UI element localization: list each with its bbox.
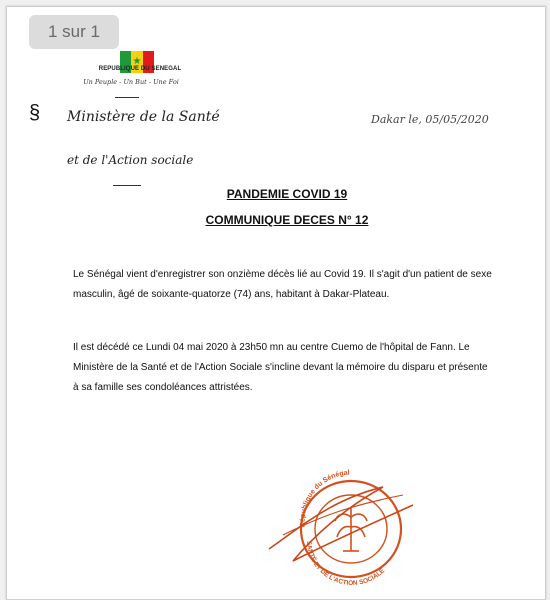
signature-scribble	[269, 487, 413, 561]
stamp-text-bottom: SANTÉ ET DE L'ACTION SOCIALE	[304, 540, 387, 585]
stamp-text-top: République du Sénégal	[299, 469, 350, 528]
stamp-emblem-icon	[335, 507, 367, 551]
page-indicator: 1 sur 1	[29, 15, 119, 49]
document-subtitle: COMMUNIQUE DECES N° 12	[205, 213, 369, 227]
ministry-name-line1: Ministère de la Santé	[67, 109, 220, 125]
body-paragraph-1: Le Sénégal vient d'enregistrer son onzième décès lié au Covid 19. Il s'agit d'un patient de sexe masculin, âgé de soixante-quatorze (74) ans, habitant à Dakar-Plateau.	[73, 269, 492, 300]
document-title: PANDEMIE COVID 19	[226, 187, 348, 201]
header-divider-bottom	[113, 185, 141, 186]
national-motto: Un Peuple - Un But - Une Foi	[83, 78, 179, 86]
flag-star-icon: ★	[132, 56, 142, 67]
document-date: Dakar le, 05/05/2020	[371, 113, 489, 126]
document-page	[6, 6, 546, 600]
header-divider-top	[115, 97, 139, 98]
ministry-name-line2: et de l'Action sociale	[67, 153, 194, 167]
body-paragraph-2: Il est décédé ce Lundi 04 mai 2020 à 23h50 mn au centre Cuemo de l'hôpital de Fann. Le Ministère de la Santé et de l'Action Sociale s'incline devant la mémoire du disparu et présente à sa famille ses condoléances attristées.	[73, 342, 488, 393]
republic-heading: REPUBLIQUE DU SENEGAL	[98, 66, 182, 72]
ministry-stamp-signature	[263, 465, 423, 585]
ministry-emblem-icon: §	[29, 102, 41, 124]
